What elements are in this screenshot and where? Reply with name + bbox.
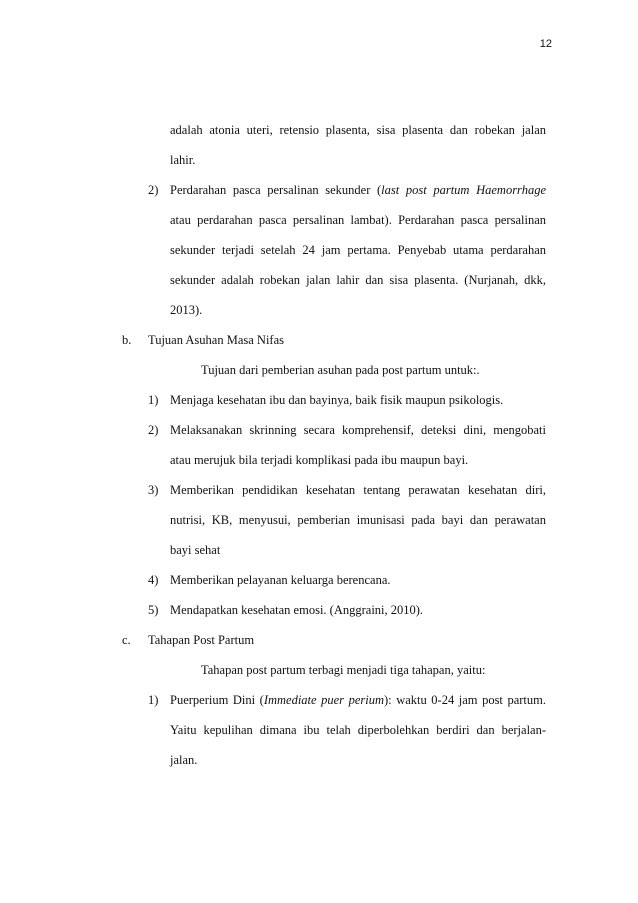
paragraph-line: adalah atonia uteri, retensio plasenta, sisa plasenta dan robekan jalan bbox=[170, 123, 546, 137]
list-item-text: Yaitu kepulihan dimana ibu telah diperbolehkan berdiri dan berjalan- bbox=[170, 723, 546, 737]
paragraph-line: sekunder adalah robekan jalan lahir dan sisa plasenta. (Nurjanah, dkk, bbox=[170, 273, 546, 287]
italic-term: Immediate puer perium bbox=[263, 693, 385, 707]
list-item-text: Melaksanakan skrinning secara komprehensif, deteksi dini, mengobati bbox=[170, 423, 546, 437]
list-item-text: Mendapatkan kesehatan emosi. (Anggraini, 2010). bbox=[170, 603, 424, 617]
list-item-text: nutrisi, KB, menyusui, pemberian imunisasi pada bayi dan perawatan bbox=[170, 513, 546, 527]
list-marker: 2) bbox=[148, 423, 159, 437]
list-item-text: Memberikan pelayanan keluarga berencana. bbox=[170, 573, 391, 587]
section-marker: b. bbox=[122, 333, 132, 347]
list-item-text: bayi sehat bbox=[170, 543, 221, 557]
section-heading: Tujuan Asuhan Masa Nifas bbox=[148, 333, 284, 347]
section-intro: Tujuan dari pemberian asuhan pada post partum untuk:. bbox=[201, 363, 480, 377]
list-item-text: jalan. bbox=[170, 753, 198, 767]
text-run: ): waktu 0-24 jam post partum. bbox=[384, 693, 546, 707]
text-run: Puerperium Dini ( bbox=[170, 693, 264, 707]
paragraph-line: lahir. bbox=[170, 153, 196, 167]
paragraph-line: sekunder terjadi setelah 24 jam pertama. Penyebab utama perdarahan bbox=[170, 243, 546, 257]
list-item-text: atau merujuk bila terjadi komplikasi pada ibu maupun bayi. bbox=[170, 453, 469, 467]
list-marker: 1) bbox=[148, 693, 159, 707]
italic-term: last post partum Haemorrhage bbox=[381, 183, 546, 197]
list-marker: 1) bbox=[148, 393, 159, 407]
list-item-text bbox=[170, 692, 546, 708]
list-item-text: Memberikan pendidikan kesehatan tentang perawatan kesehatan diri, bbox=[170, 483, 546, 497]
paragraph-line: 2013). bbox=[170, 303, 203, 317]
section-marker: c. bbox=[122, 633, 131, 647]
section-intro: Tahapan post partum terbagi menjadi tiga tahapan, yaitu: bbox=[201, 663, 486, 677]
paragraph-line: atau perdarahan pasca persalinan lambat). Perdarahan pasca persalinan bbox=[170, 213, 546, 227]
list-marker: 5) bbox=[148, 603, 159, 617]
paragraph-line bbox=[170, 182, 546, 198]
text-run: Perdarahan pasca persalinan sekunder ( bbox=[170, 183, 382, 197]
list-marker: 4) bbox=[148, 573, 159, 587]
list-marker: 2) bbox=[148, 183, 159, 197]
list-marker: 3) bbox=[148, 483, 159, 497]
page-number: 12 bbox=[539, 38, 552, 50]
list-item-text: Menjaga kesehatan ibu dan bayinya, baik fisik maupun psikologis. bbox=[170, 393, 504, 407]
section-heading: Tahapan Post Partum bbox=[148, 633, 255, 647]
